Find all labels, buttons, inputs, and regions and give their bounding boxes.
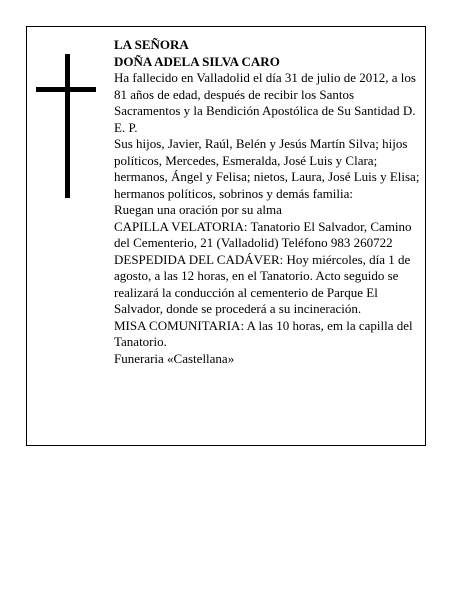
chapel-info: CAPILLA VELATORIA: Tanatorio El Salvador, Camino del Cementerio, 21 (Valladolid) Teléfono 983 260722	[114, 218, 412, 250]
cross-vertical-bar	[65, 54, 70, 198]
deceased-name: DOÑA ADELA SILVA CARO	[114, 53, 280, 69]
notice-title: LA SEÑORA	[114, 37, 189, 52]
funeral-home: Funeraria «Castellana»	[114, 350, 235, 366]
latin-cross-icon	[36, 54, 96, 198]
prayer-request: Ruegan una oración por su alma	[114, 202, 282, 217]
death-announcement: Ha fallecido en Valladolid el día 31 de julio de 2012, a los 81 años de edad, después de recibir los Santos Sacramentos y la Bendición Apostólica de Su Santidad D. E. P.	[114, 70, 416, 135]
cross-horizontal-bar	[36, 87, 96, 92]
obituary-text	[114, 37, 422, 367]
mass-info: MISA COMUNITARIA: A las 10 horas, em la capilla del Tanatorio.	[114, 317, 413, 349]
family-members: Sus hijos, Javier, Raúl, Belén y Jesús Martín Silva; hijos políticos, Mercedes, Esmeralda, José Luis y Clara; hermanos, Ángel y Felisa; nietos, Laura, José Luis y Elisa; hermanos políticos, sobrinos y demás familia:	[114, 136, 420, 201]
farewell-info: DESPEDIDA DEL CADÁVER: Hoy miércoles, día 1 de agosto, a las 12 horas, en el Tanatorio. Acto seguido se realizará la conducción al cementerio de Parque El Salvador, donde se procederá a su incineración.	[114, 251, 411, 316]
